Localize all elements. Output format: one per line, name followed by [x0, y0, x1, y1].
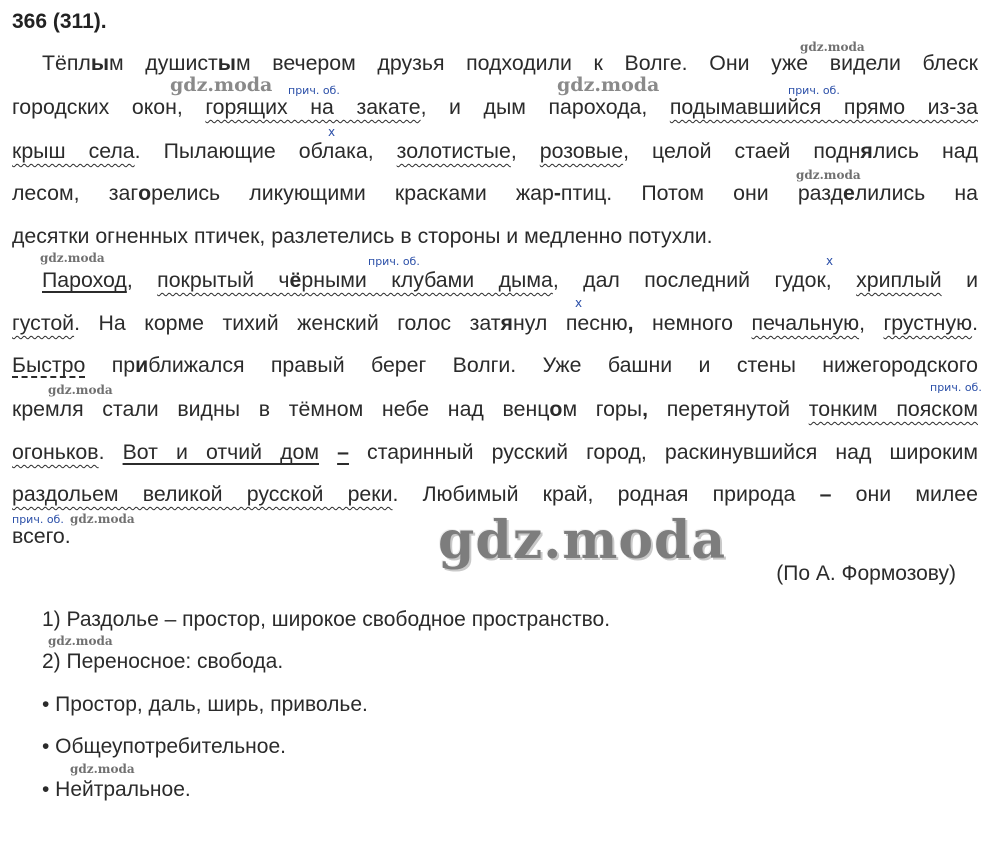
text-line: Быстро приближался правый берег Волги. Уже башни и стены нижегородского	[12, 353, 978, 377]
watermark: gdz.moda	[170, 74, 273, 96]
participle-note: прич. об.	[288, 84, 340, 97]
watermark-large: gdz.moda	[438, 510, 727, 571]
text-line: лесом, загорелись ликующими красками жар-птиц. Потом они разделились на	[12, 181, 978, 205]
participle-note: прич. об.	[788, 84, 840, 97]
watermark: gdz.moda	[557, 74, 660, 96]
x-mark: х	[328, 125, 336, 139]
watermark: gdz.moda	[70, 762, 135, 776]
text-line: городских окон, горящих на закате, и дым парохода, подымавшийся прямо из-за	[12, 95, 978, 119]
watermark: gdz.moda	[40, 251, 105, 265]
answer-item: • Простор, даль, ширь, приволье.	[42, 693, 368, 716]
source-attribution: (По А. Формозову)	[776, 562, 956, 585]
participle-note: прич. об.	[12, 513, 64, 526]
x-mark: х	[575, 296, 583, 310]
x-mark: х	[826, 254, 834, 268]
watermark: gdz.moda	[48, 383, 113, 397]
text-line: крыш села. Пылающие облака, золотистые, розовые, целой стаей поднялись над	[12, 139, 978, 163]
text-line: всего.	[12, 524, 71, 548]
text-line: кремля стали видны в тёмном небе над венцом горы, перетянутой тонким пояском	[12, 397, 978, 421]
participle-note: прич. об.	[930, 381, 982, 394]
participle-note: прич. об.	[368, 255, 420, 268]
answer-item: • Общеупотребительное.	[42, 735, 286, 758]
text-line: огоньков. Вот и отчий дом – старинный русский город, раскинувшийся над широким	[12, 440, 978, 464]
watermark: gdz.moda	[796, 168, 861, 182]
watermark: gdz.moda	[800, 40, 865, 54]
text-line: Пароход, покрытый чёрными клубами дыма, дал последний гудок, хриплый и	[42, 268, 978, 292]
text-line: густой. На корме тихий женский голос затянул песню, немного печальную, грустную.	[12, 311, 978, 335]
text-line: раздольем великой русской реки. Любимый край, родная природа – они милее	[12, 482, 978, 506]
answer-item: 2) Переносное: свобода.	[42, 650, 284, 673]
exercise-number: 366 (311).	[12, 10, 107, 33]
watermark: gdz.moda	[48, 634, 113, 648]
answer-item: • Нейтральное.	[42, 778, 191, 801]
text-line: десятки огненных птичек, разлетелись в стороны и медленно потухли.	[12, 224, 713, 248]
answer-item: 1) Раздолье – простор, широкое свободное пространство.	[42, 608, 611, 631]
text-line: Тёплым душистым вечером друзья подходили к Волге. Они уже видели блеск	[42, 51, 978, 75]
watermark: gdz.moda	[70, 512, 135, 526]
